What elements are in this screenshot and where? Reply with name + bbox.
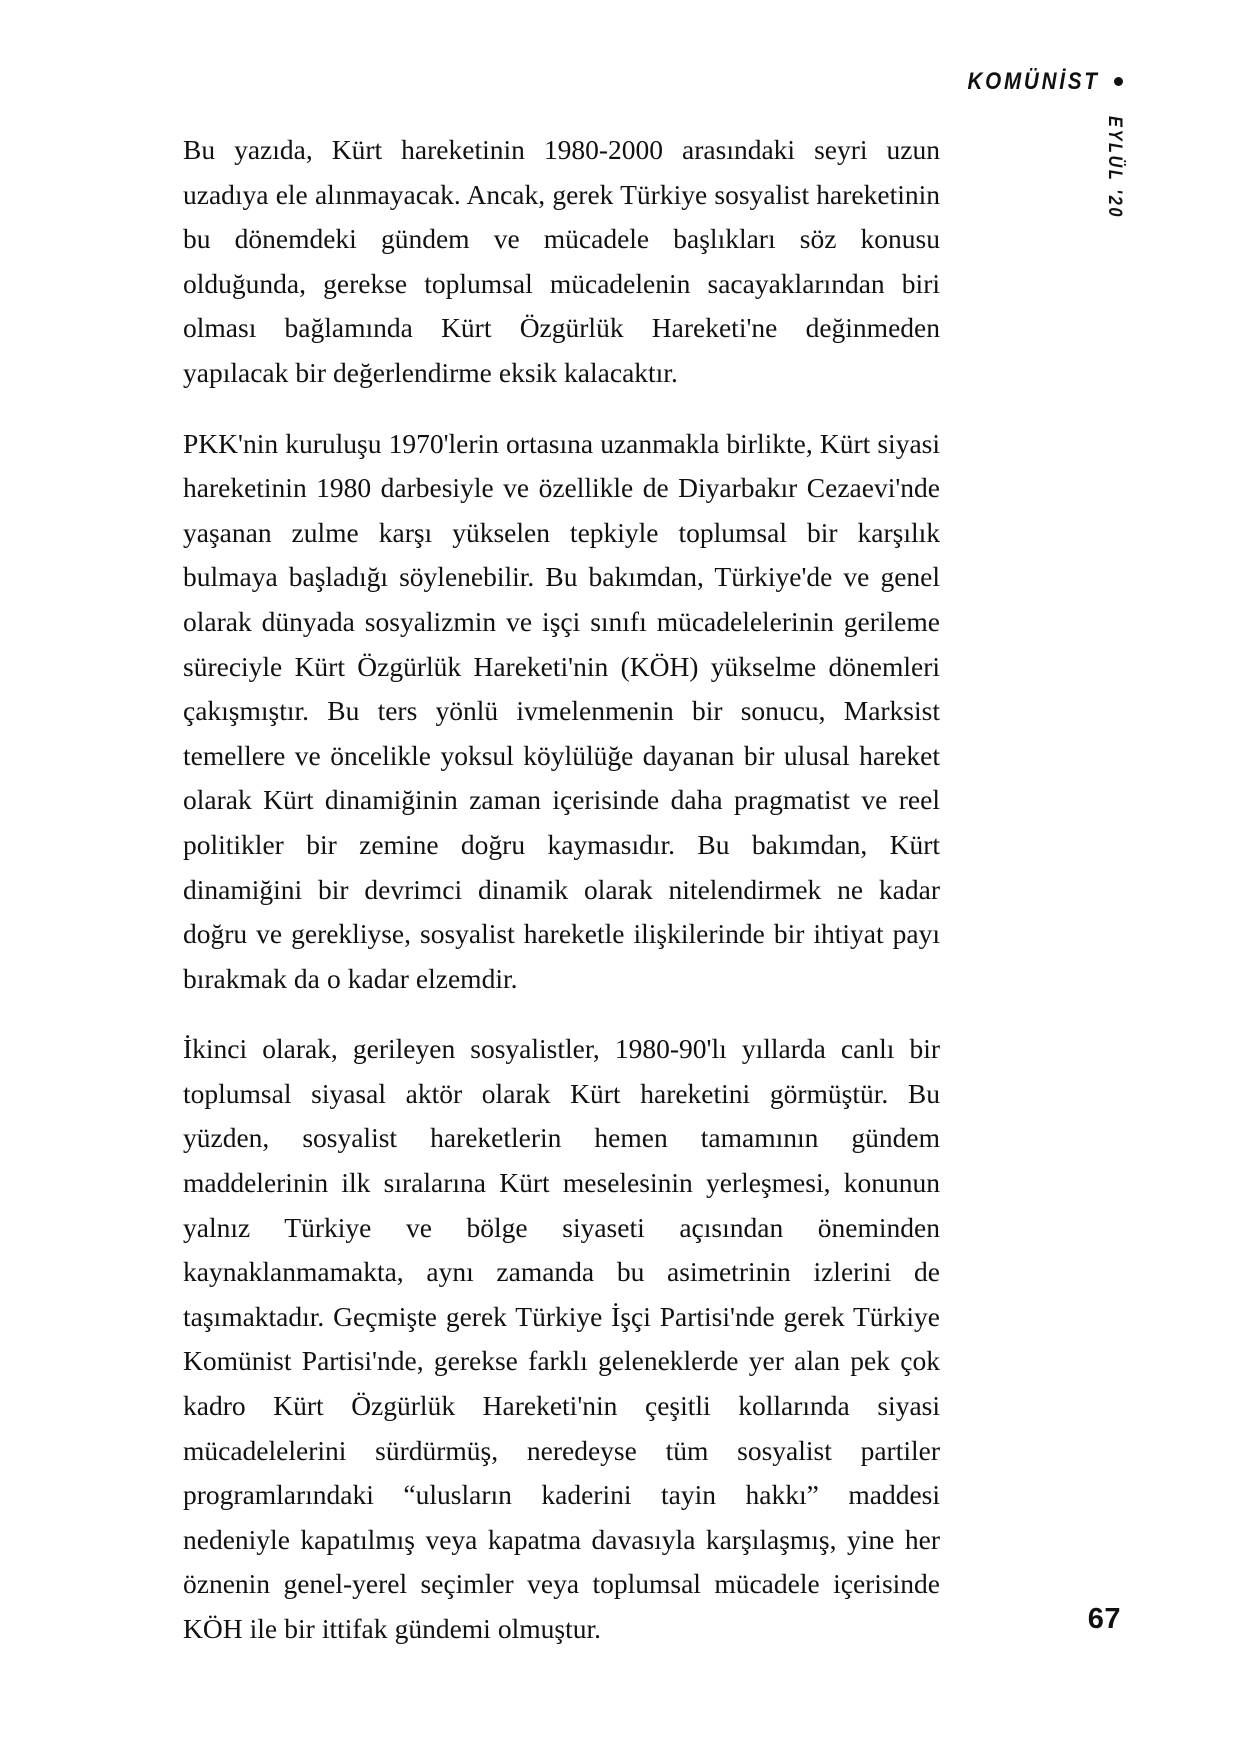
issue-date: EYLÜL '20 — [1104, 116, 1125, 220]
bullet-dot-icon — [1114, 77, 1123, 86]
issue-date-container — [1105, 116, 1129, 246]
body-text-column — [183, 128, 940, 1652]
paragraph: İkinci olarak, gerileyen sosyalistler, 1980-90'lı yıllarda canlı bir toplumsal siyasal aktör olarak Kürt hareketini görmüştür. Bu yüzden, sosyalist hareketlerin hemen tamamının gündem maddelerinin ilk sıralarına Kürt meselesinin yerleşmesi, konunun yalnız Türkiye ve bölge siyaseti açısından öneminden kaynaklanmamakta, aynı zamanda bu asimetrinin izlerini de taşımaktadır. Geçmişte gerek Türkiye İşçi Partisi'nde gerek Türkiye Komünist Partisi'nde, gerekse farklı geleneklerde yer alan pek çok kadro Kürt Özgürlük Hareketi'nin çeşitli kollarında siyasi mücadelelerini sürdürmüş, neredeyse tüm sosyalist partiler programlarındaki “ulusların kaderini tayin hakkı” maddesi nedeniyle kapatılmış veya kapatma davasıyla karşılaşmış, yine her öznenin genel-yerel seçimler veya toplumsal mücadele içerisinde KÖH ile bir ittifak gündemi olmuştur. — [183, 1033, 940, 1644]
publication-title: KOMÜNİST — [967, 68, 1100, 95]
page-number: 67 — [1087, 1603, 1121, 1635]
paragraph: PKK'nin kuruluşu 1970'lerin ortasına uzanmakla birlikte, Kürt siyasi hareketinin 1980 darbesiyle ve özellikle de Diyarbakır Cezaevi'nde yaşanan zulme karşı yükselen tepkiyle toplumsal bir karşılık bulmaya başladığı söylenebilir. Bu bakımdan, Türkiye'de ve genel olarak dünyada sosyalizmin ve işçi sınıfı mücadelelerinin gerileme süreciyle Kürt Özgürlük Hareketi'nin (KÖH) yükselme dönemleri çakışmıştır. Bu ters yönlü ivmelenmenin bir sonucu, Marksist temellere ve öncelikle yoksul köylülüğe dayanan bir ulusal hareket olarak Kürt dinamiğinin zaman içerisinde daha pragmatist ve reel politikler bir zemine doğru kaymasıdır. Bu bakımdan, Kürt dinamiğini bir devrimci dinamik olarak nitelendirmek ne kadar doğru ve gerekliyse, sosyalist hareketle ilişkilerinde bir ihtiyat payı bırakmak da o kadar elzemdir. — [183, 427, 940, 994]
paragraph: Bu yazıda, Kürt hareketinin 1980-2000 arasındaki seyri uzun uzadıya ele alınmayacak. Ancak, gerek Türkiye sosyalist hareketinin bu dönemdeki gündem ve mücadele başlıkları söz konusu olduğunda, gerekse toplumsal mücadelenin sacayaklarından biri olması bağlamında Kürt Özgürlük Hareketi'ne değinmeden yapılacak bir değerlendirme eksik kalacaktır. — [183, 134, 940, 388]
running-head — [946, 68, 1125, 220]
